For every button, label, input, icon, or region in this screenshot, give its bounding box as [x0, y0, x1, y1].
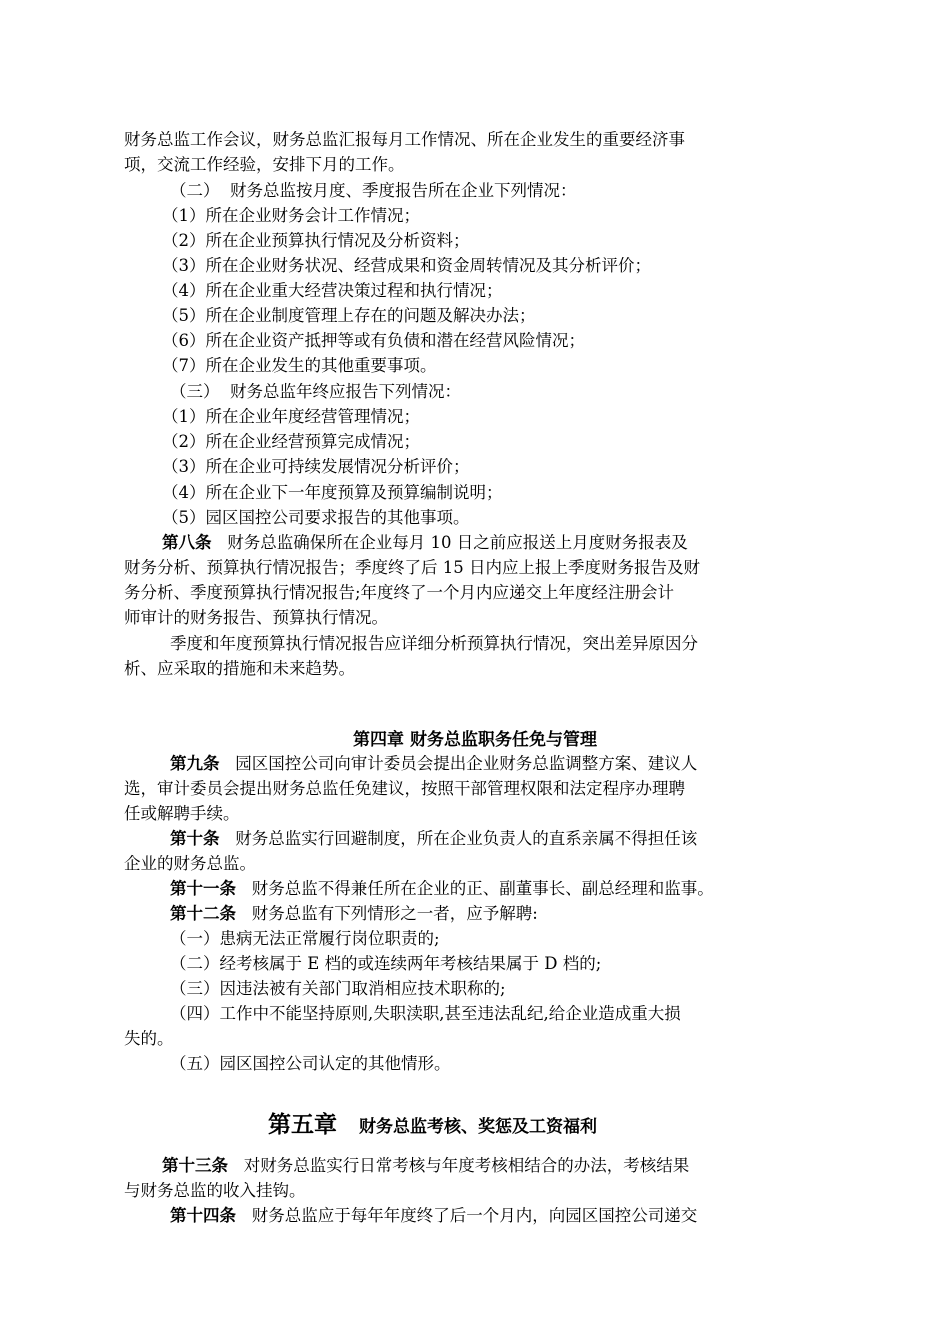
text-line: [170, 632, 698, 656]
line-text: （4）所在企业重大经营决策过程和执行情况；: [162, 281, 503, 300]
line-text: 财务总监不得兼任所在企业的正、副董事长、副总经理和监事。: [236, 879, 714, 898]
line-text: （1）所在企业财务会计工作情况；: [162, 206, 420, 225]
line-text: 财务总监实行回避制度，所在企业负责人的直系亲属不得担任该: [219, 829, 698, 848]
line-text: 对财务总监实行日常考核与年度考核相结合的办法，考核结果: [228, 1156, 690, 1175]
text-line: [162, 329, 585, 353]
line-text: （一）患病无法正常履行岗位职责的;: [170, 929, 440, 948]
text-line: [124, 802, 240, 826]
text-line: [170, 1204, 697, 1228]
text-line: [162, 304, 536, 328]
line-text: （二） 财务总监按月度、季度报告所在企业下列情况：: [170, 181, 577, 200]
chapter-5-number: 第五章: [268, 1111, 337, 1138]
line-text: 园区国控公司向审计委员会提出企业财务总监调整方案、建议人: [219, 754, 698, 773]
line-text: （四）工作中不能坚持原则,失职渎职,甚至违法乱纪,给企业造成重大损: [170, 1004, 681, 1023]
text-line: [124, 1179, 306, 1203]
line-text: （五）园区国控公司认定的其他情形。: [170, 1054, 451, 1073]
line-text: （二）经考核属于 E 档的或连续两年考核结果属于 D 档的;: [170, 954, 602, 973]
chapter-4-heading: 第四章 财务总监职务任免与管理: [353, 730, 597, 750]
line-text: （2）所在企业预算执行情况及分析资料；: [162, 231, 470, 250]
line-text: （2）所在企业经营预算完成情况；: [162, 432, 420, 451]
line-text: 财务分析、预算执行情况报告；季度终了后 15 日内应上报上季度财务报告及财: [124, 558, 700, 577]
chapter-5-heading: [268, 1110, 597, 1142]
article-label: 第十三条: [162, 1156, 228, 1175]
text-line: [170, 1052, 451, 1076]
line-text: （三）因违法被有关部门取消相应技术职称的;: [170, 979, 506, 998]
text-line: [170, 902, 538, 926]
text-line: [162, 455, 470, 479]
article-label: 第十条: [170, 829, 220, 848]
article-label: 第十四条: [170, 1206, 236, 1225]
line-text: 季度和年度预算执行情况报告应详细分析预算执行情况，突出差异原因分: [170, 634, 698, 653]
article-label: 第九条: [170, 754, 220, 773]
line-text: （5）园区国控公司要求报告的其他事项。: [162, 508, 470, 527]
line-text: 财务总监工作会议，财务总监汇报每月工作情况、所在企业发生的重要经济事: [124, 130, 685, 149]
text-line: [170, 952, 601, 976]
text-line: [162, 405, 420, 429]
line-text: （5）所在企业制度管理上存在的问题及解决办法；: [162, 306, 536, 325]
text-line: [162, 481, 503, 505]
text-line: [170, 827, 697, 851]
text-line: [170, 927, 440, 951]
line-text: （4）所在企业下一年度预算及预算编制说明；: [162, 483, 503, 502]
text-line: [124, 1027, 174, 1051]
text-line: [162, 354, 437, 378]
text-line: [124, 556, 700, 580]
line-text: 失的。: [124, 1029, 174, 1048]
article-label: 第十一条: [170, 879, 236, 898]
text-line: [162, 279, 503, 303]
text-line: [170, 179, 577, 203]
text-line: [162, 229, 470, 253]
line-text: 与财务总监的收入挂钩。: [124, 1181, 306, 1200]
line-text: （7）所在企业发生的其他重要事项。: [162, 356, 437, 375]
text-line: [162, 430, 420, 454]
line-text: 企业的财务总监。: [124, 854, 256, 873]
text-line: [170, 877, 714, 901]
line-text: 务分析、季度预算执行情况报告;年度终了一个月内应递交上年度经注册会计: [124, 583, 675, 602]
text-line: [170, 977, 506, 1001]
article-label: 第八条: [162, 533, 212, 552]
text-line: [124, 581, 674, 605]
text-line: [162, 531, 688, 555]
line-text: （3）所在企业财务状况、经营成果和资金周转情况及其分析评价；: [162, 256, 651, 275]
line-text: 师审计的财务报告、预算执行情况。: [124, 608, 388, 627]
article-label: 第十二条: [170, 904, 236, 923]
line-text: （1）所在企业年度经营管理情况；: [162, 407, 420, 426]
text-line: [124, 852, 256, 876]
text-line: [162, 254, 651, 278]
text-line: [124, 657, 355, 681]
line-text: （三） 财务总监年终应报告下列情况：: [170, 382, 461, 401]
line-text: 财务总监应于每年年度终了后一个月内，向园区国控公司递交: [236, 1206, 698, 1225]
text-line: [170, 380, 461, 404]
text-line: [170, 752, 697, 776]
text-line: [162, 506, 470, 530]
text-line: [170, 1002, 681, 1026]
chapter-5-title: 财务总监考核、奖惩及工资福利: [359, 1117, 597, 1137]
text-line: [162, 1154, 689, 1178]
line-text: 财务总监有下列情形之一者，应予解聘:: [236, 904, 538, 923]
line-text: 项，交流工作经验，安排下月的工作。: [124, 155, 405, 174]
line-text: （6）所在企业资产抵押等或有负债和潜在经营风险情况；: [162, 331, 585, 350]
line-text: （3）所在企业可持续发展情况分析评价；: [162, 457, 470, 476]
line-text: 财务总监确保所在企业每月 10 日之前应报送上月度财务报表及: [211, 533, 688, 552]
text-line: [124, 606, 388, 630]
text-line: [124, 777, 685, 801]
text-line: [162, 204, 420, 228]
text-line: [124, 128, 685, 152]
line-text: 析、应采取的措施和未来趋势。: [124, 659, 355, 678]
text-line: [124, 153, 405, 177]
line-text: 任或解聘手续。: [124, 804, 240, 823]
line-text: 选，审计委员会提出财务总监任免建议，按照干部管理权限和法定程序办理聘: [124, 779, 685, 798]
